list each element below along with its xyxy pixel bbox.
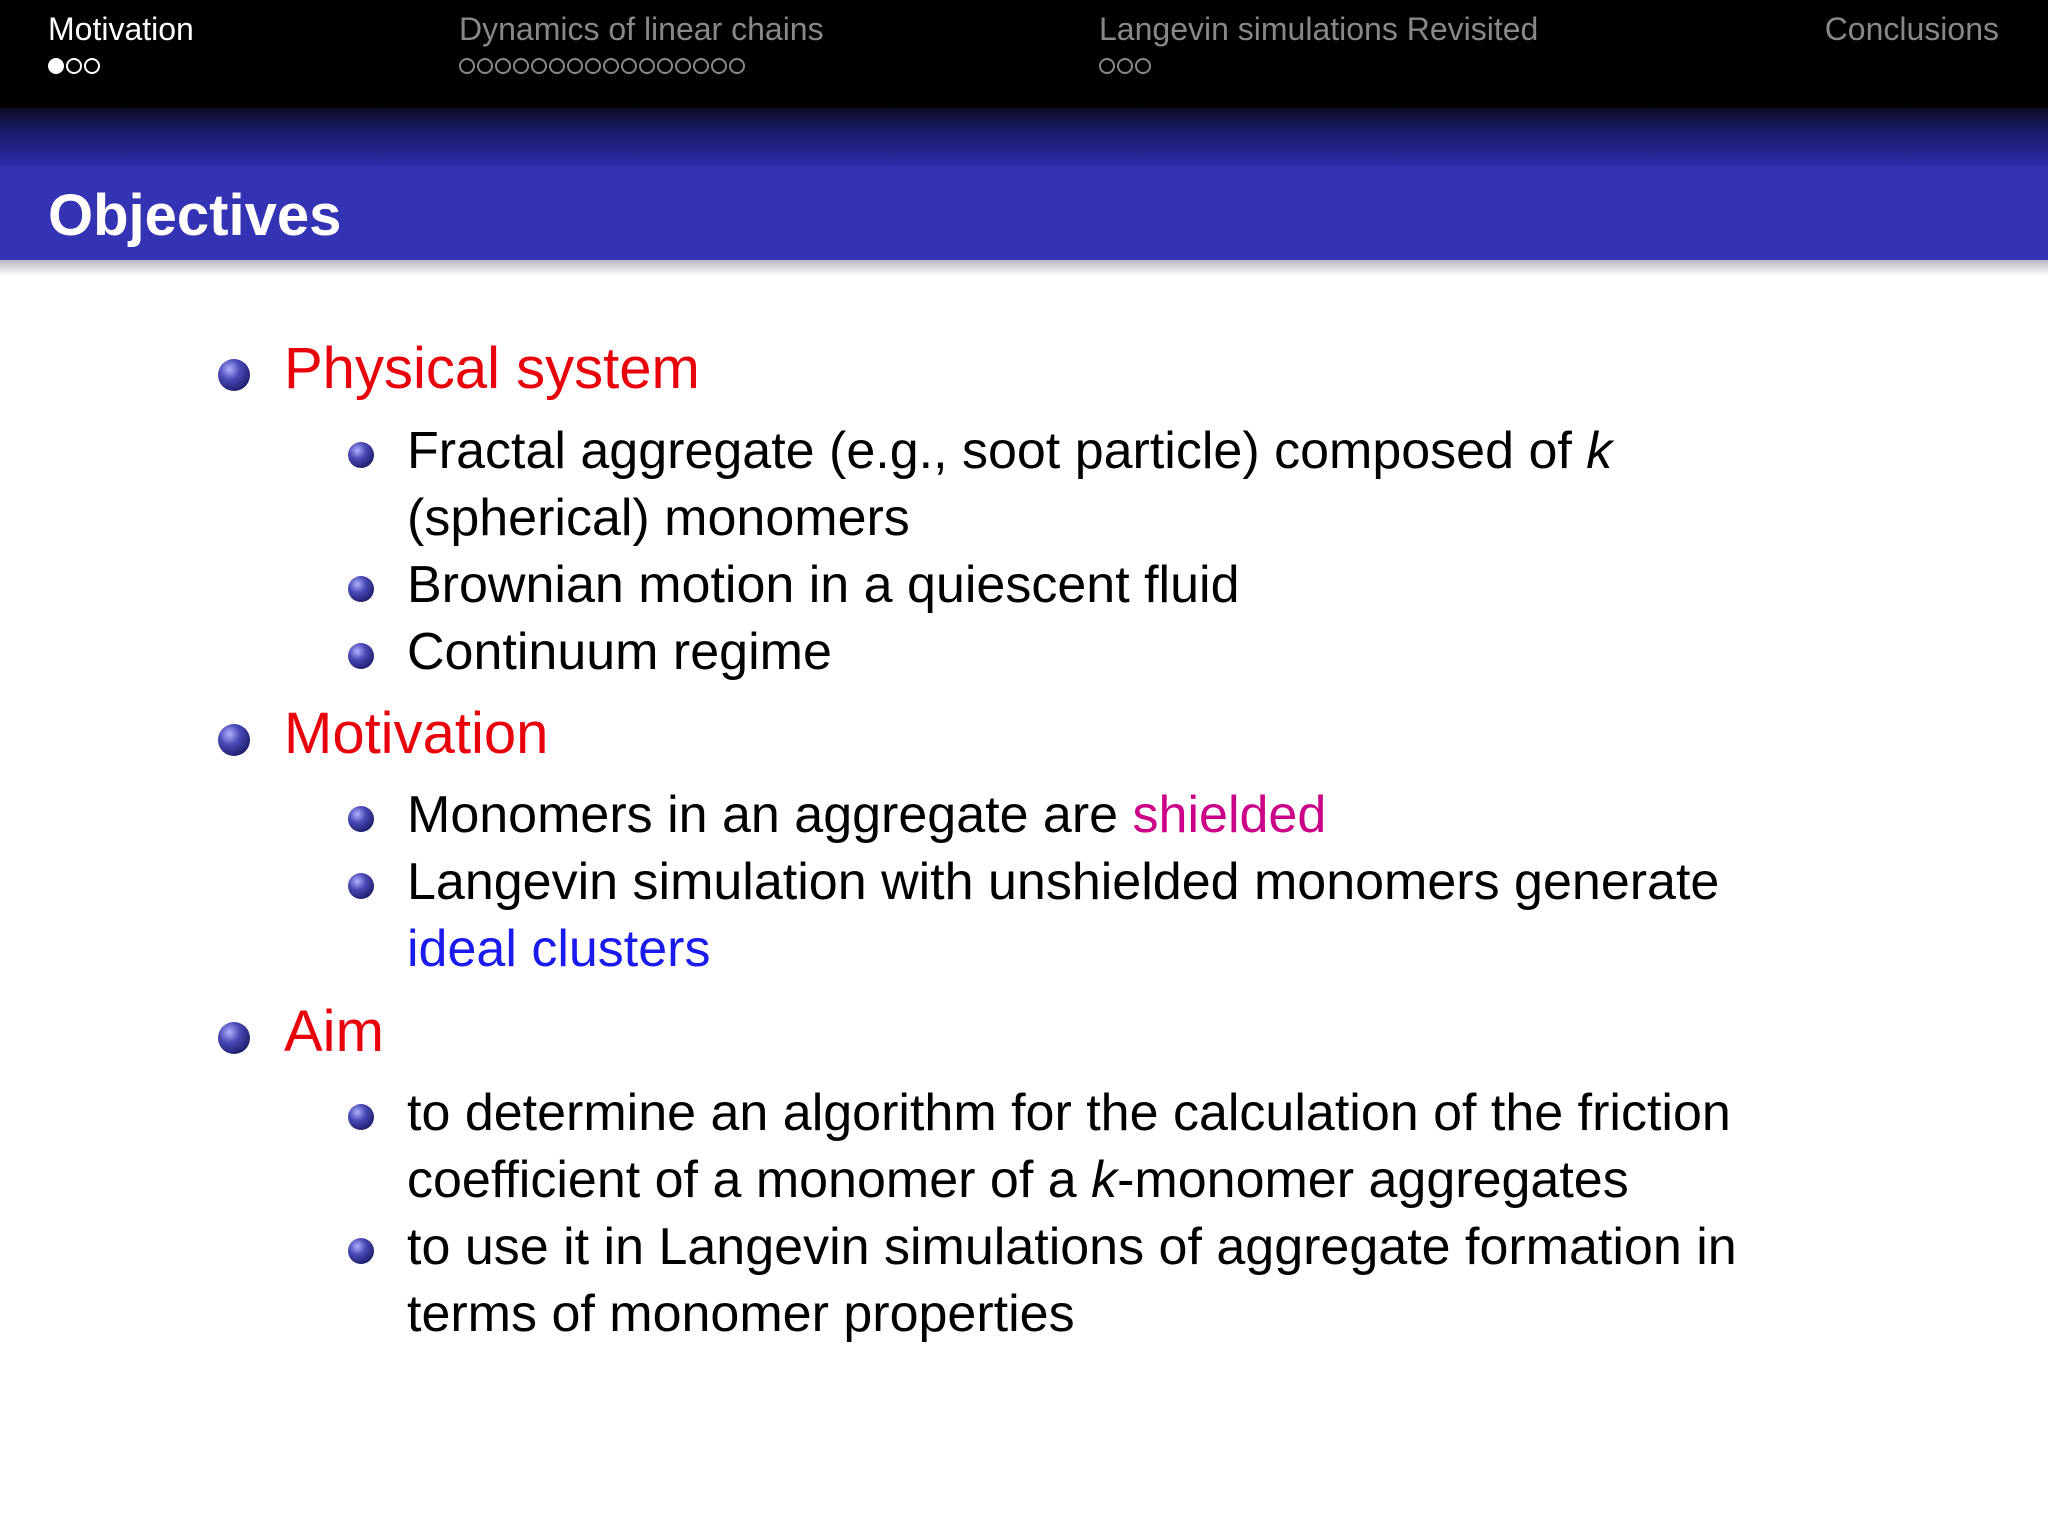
list-item xyxy=(407,418,1877,552)
nav-label-langevin[interactable]: Langevin simulations Revisited xyxy=(1099,11,1539,47)
nav-label-dynamics[interactable]: Dynamics of linear chains xyxy=(459,11,824,47)
item-text: Langevin simulation with unshielded monomers generate xyxy=(407,853,1720,911)
item-text: -monomer aggregates xyxy=(1117,1151,1629,1209)
bullet-ball-icon xyxy=(348,1238,374,1264)
bullet-ball-icon xyxy=(348,576,374,602)
item-text: Fractal aggregate (e.g., soot particle) composed of xyxy=(407,422,1572,480)
variable-k: k xyxy=(1091,1151,1118,1209)
bullet-ball-icon xyxy=(348,873,374,899)
list-item: Continuum regime xyxy=(407,623,832,681)
item-text: to determine an algorithm for the calculation of the friction xyxy=(407,1084,1731,1142)
bullet-ball-icon xyxy=(348,643,374,669)
bullet-ball-icon xyxy=(348,806,374,832)
list-item xyxy=(407,849,1877,983)
bullet-ball-icon xyxy=(218,1022,250,1054)
nav-label-motivation[interactable]: Motivation xyxy=(48,11,194,47)
highlight-shielded: shielded xyxy=(1132,786,1327,844)
item-text: Monomers in an aggregate are xyxy=(407,786,1119,844)
bullet-ball-icon xyxy=(348,1104,374,1130)
item-text: terms of monomer properties xyxy=(407,1285,1075,1343)
item-text: to use it in Langevin simulations of aggregate formation in xyxy=(407,1218,1737,1276)
list-item xyxy=(407,782,1877,849)
heading-physical-system: Physical system xyxy=(284,336,700,401)
item-text: coefficient of a monomer of a xyxy=(407,1151,1077,1209)
highlight-ideal-clusters: ideal clusters xyxy=(407,920,711,978)
list-item xyxy=(407,1214,1877,1348)
heading-aim: Aim xyxy=(284,999,384,1064)
item-text: (spherical) monomers xyxy=(407,489,910,547)
bullet-ball-icon xyxy=(218,724,250,756)
frame-title: Objectives xyxy=(48,183,342,248)
nav-label-conclusions[interactable]: Conclusions xyxy=(1824,11,1999,47)
list-item xyxy=(407,1080,1877,1214)
variable-k: k xyxy=(1586,422,1613,480)
heading-motivation: Motivation xyxy=(284,701,549,766)
bullet-ball-icon xyxy=(218,359,250,391)
list-item: Brownian motion in a quiescent fluid xyxy=(407,556,1240,614)
bullet-ball-icon xyxy=(348,442,374,468)
